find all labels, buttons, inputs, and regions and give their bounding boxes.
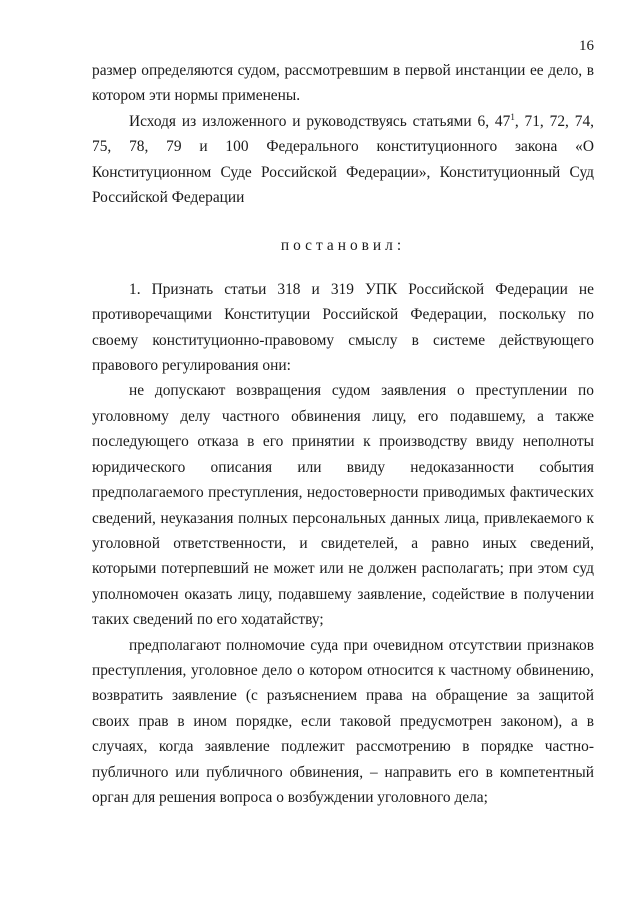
decision-heading: постановил: [280,237,406,255]
paragraph-ruling-item-1: 1. Признать статьи 318 и 319 УПК Российской Федерации не противоречащими Конституции Российской Федерации, поскольку по своему конституционно-правовому смыслу в системе действующего правового регулирования они: [92,280,594,375]
page-number: 16 [579,38,594,54]
legal-basis-text-end: , 71, 72, 74, 75, 78, 79 и 100 Федерального конституционного закона «О Конституционном Суде Российской Федерации», Конституционный Суд Российской Федерации [92,112,594,207]
legal-basis-text-start: Исходя из изложенного и руководствуясь статьями 6, 47 [129,112,511,130]
article-superscript: 1 [510,111,515,122]
paragraph-court-powers: предполагают полномочие суда при очевидном отсутствии признаков преступления, уголовное дело о котором относится к частному обвинению, возвратить заявление (с разъяснением права на обращение за защитой своих прав в ином порядке, если таковой предусмотрен законом), а в случаях, когда заявление подлежит рассмотрению в порядке частно-публичного или публичного обвинения, – направить его в компетентный орган для решения вопроса о возбуждении уголовного дела; [92,636,594,806]
paragraph-legal-basis [92,109,594,211]
paragraph-not-allowed: не допускают возвращения судом заявления о преступлении по уголовному делу частного обвинения лицу, его подавшему, а также последующего отказа в его принятии к производству ввиду неполноты юридического описания или ввиду недоказанности события предполагаемого преступления, недостоверности приводимых фактических сведений, неуказания полных персональных данных лица, привлекаемого к уголовной ответственности, и свидетелей, а равно иных сведений, которыми потерпевший не может или не должен располагать; при этом суд уполномочен оказать лицу, подавшему заявление, содействие в получении таких сведений по его ходатайству; [92,382,594,629]
document-body [92,58,594,810]
paragraph-continuation: размер определяются судом, рассмотревшим в первой инстанции ее дело, в котором эти нормы применены. [92,62,594,105]
